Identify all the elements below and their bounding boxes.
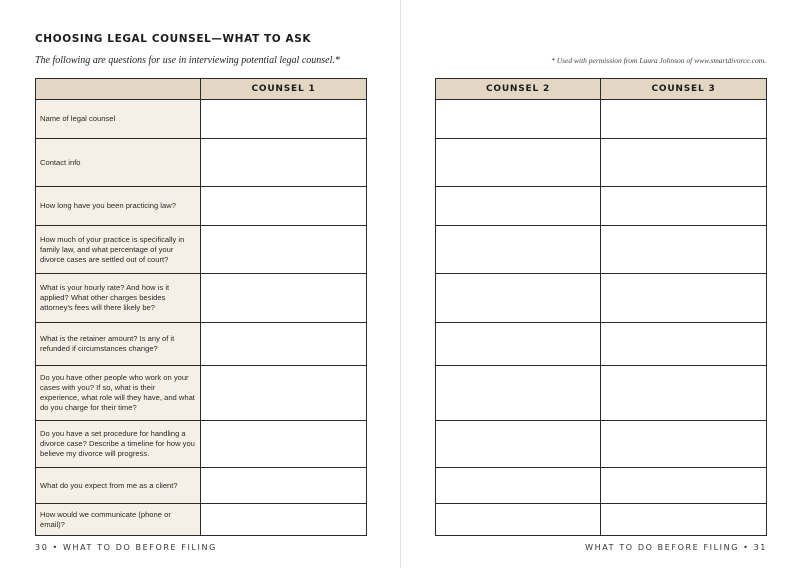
counsel-1-answer-cell[interactable]: [201, 100, 367, 139]
counsel-2-answer-cell[interactable]: [436, 226, 601, 274]
table-row: [436, 323, 767, 366]
questions-table-counsel-2-3: [435, 78, 767, 536]
table-header-row: [436, 79, 767, 100]
counsel-1-header: COUNSEL 1: [201, 79, 367, 100]
question-cell: What do you expect from me as a client?: [36, 468, 201, 504]
counsel-1-answer-cell[interactable]: [201, 323, 367, 366]
counsel-3-answer-cell[interactable]: [601, 274, 767, 323]
counsel-3-answer-cell[interactable]: [601, 323, 767, 366]
footer-left-page-number: 30 • WHAT TO DO BEFORE FILING: [35, 543, 217, 552]
table-row: [36, 100, 367, 139]
footer-right-page-number: WHAT TO DO BEFORE FILING • 31: [585, 543, 767, 552]
table-row: [36, 226, 367, 274]
table-row: [436, 274, 767, 323]
table-row: [36, 139, 367, 187]
table-header-row: [36, 79, 367, 100]
table-row: [36, 274, 367, 323]
question-cell: Name of legal counsel: [36, 100, 201, 139]
counsel-1-answer-cell[interactable]: [201, 468, 367, 504]
counsel-3-answer-cell[interactable]: [601, 366, 767, 421]
table-row: [36, 421, 367, 468]
page-divider: [400, 0, 401, 568]
table-row: [436, 366, 767, 421]
counsel-1-answer-cell[interactable]: [201, 226, 367, 274]
counsel-1-answer-cell[interactable]: [201, 366, 367, 421]
counsel-1-answer-cell[interactable]: [201, 139, 367, 187]
counsel-1-answer-cell[interactable]: [201, 187, 367, 226]
question-cell: What is the retainer amount? Is any of it refunded if circumstances change?: [36, 323, 201, 366]
question-cell: How long have you been practicing law?: [36, 187, 201, 226]
counsel-2-answer-cell[interactable]: [436, 187, 601, 226]
counsel-2-answer-cell[interactable]: [436, 366, 601, 421]
question-cell: Contact info: [36, 139, 201, 187]
counsel-2-header: COUNSEL 2: [436, 79, 601, 100]
counsel-3-answer-cell[interactable]: [601, 504, 767, 536]
counsel-3-answer-cell[interactable]: [601, 139, 767, 187]
table-row: [436, 139, 767, 187]
counsel-1-answer-cell[interactable]: [201, 504, 367, 536]
table-row: [436, 187, 767, 226]
question-cell: Do you have other people who work on your cases with you? If so, what is their experience, what role will they have, and what do you charge for their time?: [36, 366, 201, 421]
counsel-3-answer-cell[interactable]: [601, 187, 767, 226]
counsel-2-answer-cell[interactable]: [436, 421, 601, 468]
table-row: [36, 366, 367, 421]
question-cell: How much of your practice is specifically in family law, and what percentage of your divorce cases are settled out of court?: [36, 226, 201, 274]
counsel-2-answer-cell[interactable]: [436, 504, 601, 536]
counsel-2-answer-cell[interactable]: [436, 274, 601, 323]
table-row: [36, 504, 367, 536]
counsel-3-header: COUNSEL 3: [601, 79, 767, 100]
table-row: [36, 323, 367, 366]
counsel-3-answer-cell[interactable]: [601, 421, 767, 468]
counsel-2-answer-cell[interactable]: [436, 323, 601, 366]
table-row: [436, 226, 767, 274]
questions-table-counsel-1: [35, 78, 367, 536]
table-row: [436, 468, 767, 504]
counsel-1-answer-cell[interactable]: [201, 421, 367, 468]
counsel-2-answer-cell[interactable]: [436, 100, 601, 139]
counsel-3-answer-cell[interactable]: [601, 226, 767, 274]
table-row: [36, 468, 367, 504]
question-cell: How would we communicate (phone or email)?: [36, 504, 201, 536]
counsel-1-answer-cell[interactable]: [201, 274, 367, 323]
counsel-2-answer-cell[interactable]: [436, 139, 601, 187]
table-row: [36, 187, 367, 226]
question-column-header: [36, 79, 201, 100]
counsel-3-answer-cell[interactable]: [601, 100, 767, 139]
page-title: CHOOSING LEGAL COUNSEL—WHAT TO ASK: [35, 33, 312, 45]
table-row: [436, 504, 767, 536]
counsel-3-answer-cell[interactable]: [601, 468, 767, 504]
counsel-2-answer-cell[interactable]: [436, 468, 601, 504]
permission-note: * Used with permission from Laura Johnson of www.smartdivorce.com.: [551, 56, 766, 65]
question-cell: What is your hourly rate? And how is it applied? What other charges besides attorney's fees will there likely be?: [36, 274, 201, 323]
page-subtitle: The following are questions for use in interviewing potential legal counsel.*: [35, 55, 340, 66]
question-cell: Do you have a set procedure for handling a divorce case? Describe a timeline for how you believe my divorce will progress.: [36, 421, 201, 468]
table-row: [436, 421, 767, 468]
table-row: [436, 100, 767, 139]
